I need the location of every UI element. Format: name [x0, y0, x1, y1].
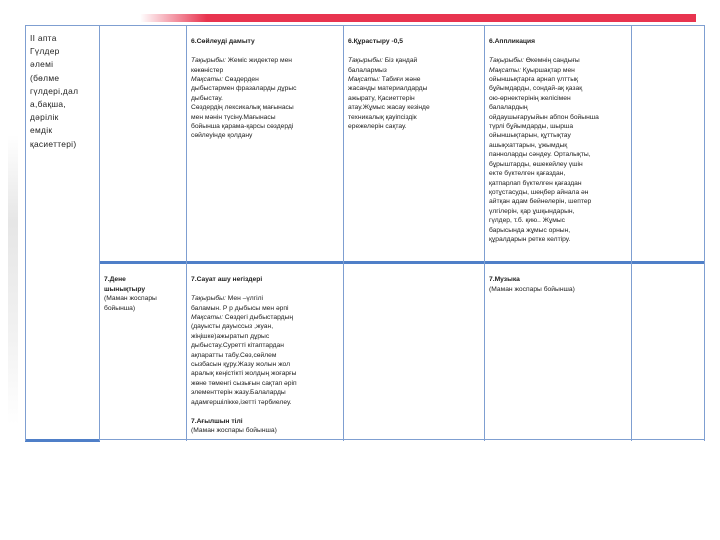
- row2-music-text: (Маман жоспары бойынша): [489, 285, 575, 293]
- left-page-shadow: [8, 135, 18, 425]
- row2-literacy-goal-label: Мақсаты:: [191, 314, 223, 322]
- table-top-border: [25, 25, 705, 26]
- row2-pe-title: 7.Дене шынықтыру: [104, 276, 146, 293]
- row2-literacy-topic-label: Тақырыбы:: [191, 295, 226, 303]
- row2-literacy-goal-text: Сөздегі дыбыстардың (дауысты дауыссыз ,жуан, жіңішке)ажыратып дұрыс дыбыстау.Суретті кітаптардан ақпаратты табу.Сөз,сөйлем сызбасын құру.Жазу жолын жол аралық кеңістікті жолдың жоғарғы жөне төменгі сызығын сақтап әріп элементтерін жазу.Балаларды адамгершілікке,ізетті тәрбиелеу.: [191, 314, 297, 406]
- row-divider: [100, 261, 705, 264]
- row1-speech-topic-text: Жеміс жидектер мен көкөністер: [191, 57, 293, 74]
- col-border-1: [99, 25, 100, 441]
- row1-applique-cell: [489, 28, 630, 244]
- top-red-banner: [140, 14, 696, 22]
- week-label: ІІ апта Гүлдер әлемі (бөлме гүлдері,дал а,бақша, дәрілік емдік қасиеттері): [30, 33, 79, 149]
- row2-literacy-topic-text: Мен –үлгілі баламын. Р р дыбысы мен әрпі: [191, 295, 289, 312]
- row1-applique-goal-label: Мақсаты:: [489, 66, 521, 74]
- row2-pe-text: (Маман жоспары бойынша): [104, 295, 157, 312]
- col-border-3: [343, 25, 344, 441]
- row1-construct-goal-label: Мақсаты:: [348, 76, 380, 84]
- col-border-0: [25, 25, 26, 441]
- col-border-6: [704, 25, 705, 441]
- row1-applique-topic-text: Өкемнің сандығы: [523, 57, 580, 65]
- row2-english-title: 7.Ағылшын тілі: [191, 417, 243, 425]
- row1-speech-body: [191, 57, 297, 139]
- row2-literacy-title: 7.Сауат ашу негіздері: [191, 276, 263, 284]
- row1-construct-body: [348, 57, 430, 130]
- row2-music-cell: [489, 266, 630, 294]
- row1-speech-topic-label: Тақырыбы:: [191, 57, 226, 65]
- table-bottom-border: [25, 439, 100, 442]
- row2-literacy-body: [191, 295, 297, 405]
- row1-speech-title: 6.Сөйлеуді дамыту: [191, 38, 255, 46]
- row2-pe-cell: [104, 266, 186, 313]
- row2-literacy-cell: [191, 266, 341, 435]
- row1-applique-body: [489, 57, 599, 243]
- row2-english-text: (Маман жоспары бойынша): [191, 426, 277, 434]
- row1-construct-goal-text: Табиғи және жасанды материалдарды ажырату, Қасиеттерін атау.Жұмыс жасау кезінде техникалық қауіпсіздік ережелерін сақтау.: [348, 76, 430, 131]
- col-border-2: [186, 25, 187, 441]
- row1-construct-topic-text: Біз қандай балалармыз: [348, 57, 418, 74]
- row1-applique-title: 6.Аппликация: [489, 38, 536, 46]
- row1-speech-cell: [191, 28, 341, 141]
- col-border-5: [631, 25, 632, 441]
- row1-construct-cell: [348, 28, 482, 131]
- row1-speech-goal-text: Сөздерден дыбыстармен фразаларды дұрыс дыбыстау. Сөздердің лексикалық мағынасы мен мәнін түсіну.Мағынасы бойынша қарама-қарсы сөздерді сөйлеуінде қолдану: [191, 76, 297, 140]
- col-border-4: [484, 25, 485, 441]
- row1-applique-goal-text: Қуыршақтар мен ойыншықтарға арнап үлттық бұйымдарды, сондай-ақ қазақ ою-өрнектерінің желісімен балалардың ойдаушығаруыйын абпон бойынша түрлі бұйымдарды, шырша ойыншықтарын, құттықтау ашықхаттарын, ұжымдық панноларды сәндеу. Орталықты, бұрыштарды, өшекейлеу үшін екте бүктелген қағаздан, қатпарлап бүктелген қағаздан қотұстасуды, шеңбер айнала ән айтқан адам бейнелерін, шептер үлгілерін, қар ұшқындарын, гүлдер, т.б. қию.. Жұмыс барысында жұмыс орнын, құралдарын ретке келтіру.: [489, 66, 599, 243]
- row1-construct-title: 6.Құрастыру -0,5: [348, 38, 403, 46]
- row1-construct-topic-label: Тақырыбы:: [348, 57, 383, 65]
- row1-speech-goal-label: Мақсаты:: [191, 76, 223, 84]
- row1-applique-topic-label: Тақырыбы:: [489, 57, 524, 65]
- table-bottom-line: [100, 439, 705, 440]
- row2-music-title: 7.Музыка: [489, 276, 520, 284]
